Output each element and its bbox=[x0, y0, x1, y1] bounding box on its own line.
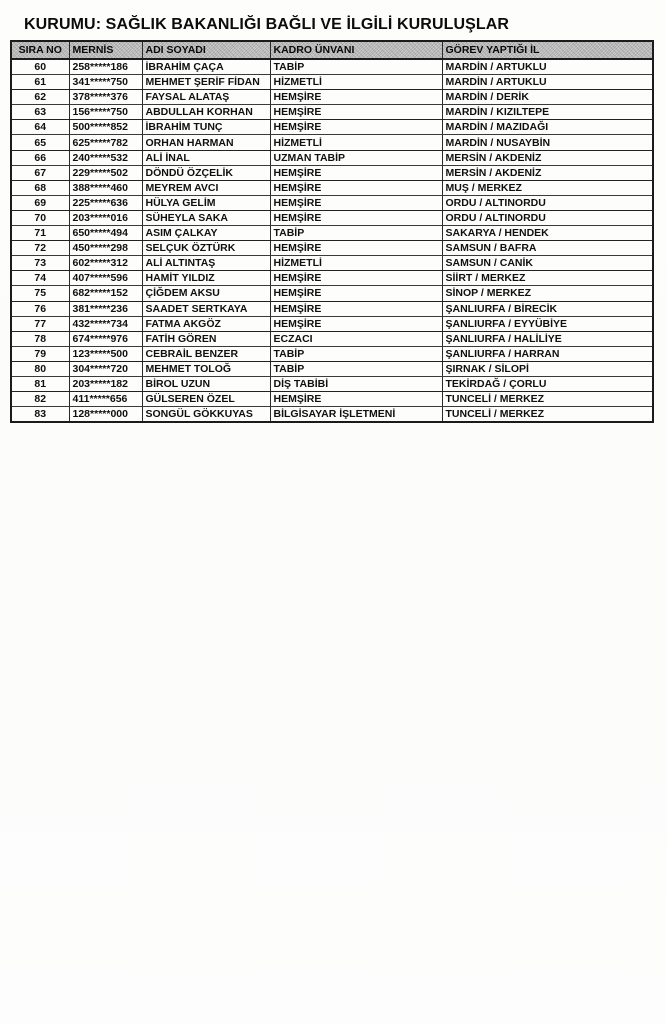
cell-kadro-unvani: ECZACI bbox=[270, 331, 442, 346]
cell-sira-no: 71 bbox=[11, 226, 69, 241]
cell-kadro-unvani: TABİP bbox=[270, 346, 442, 361]
table-row bbox=[11, 135, 653, 150]
cell-sira-no: 69 bbox=[11, 195, 69, 210]
cell-gorev-yaptigi-il: TEKİRDAĞ / ÇORLU bbox=[442, 376, 653, 391]
cell-mernis: 258*****186 bbox=[69, 59, 142, 75]
cell-kadro-unvani: HEMŞİRE bbox=[270, 286, 442, 301]
table-row bbox=[11, 105, 653, 120]
cell-sira-no: 73 bbox=[11, 256, 69, 271]
column-header-mernis: MERNİS bbox=[69, 41, 142, 59]
cell-kadro-unvani: BİLGİSAYAR İŞLETMENİ bbox=[270, 407, 442, 423]
cell-gorev-yaptigi-il: MARDİN / MAZIDAĞI bbox=[442, 120, 653, 135]
cell-kadro-unvani: HİZMETLİ bbox=[270, 256, 442, 271]
table-body bbox=[11, 59, 653, 422]
cell-gorev-yaptigi-il: MARDİN / ARTUKLU bbox=[442, 59, 653, 75]
cell-adi-soyadi: MEHMET TOLOĞ bbox=[142, 361, 270, 376]
cell-kadro-unvani: HEMŞİRE bbox=[270, 316, 442, 331]
table-row bbox=[11, 210, 653, 225]
cell-sira-no: 60 bbox=[11, 59, 69, 75]
cell-kadro-unvani: UZMAN TABİP bbox=[270, 150, 442, 165]
cell-adi-soyadi: SAADET SERTKAYA bbox=[142, 301, 270, 316]
cell-sira-no: 70 bbox=[11, 210, 69, 225]
cell-sira-no: 77 bbox=[11, 316, 69, 331]
table-row bbox=[11, 226, 653, 241]
cell-sira-no: 82 bbox=[11, 392, 69, 407]
table-row bbox=[11, 180, 653, 195]
column-header-gorev-yaptigi-il: GÖREV YAPTIĞI İL bbox=[442, 41, 653, 59]
cell-kadro-unvani: HEMŞİRE bbox=[270, 301, 442, 316]
cell-gorev-yaptigi-il: MERSİN / AKDENİZ bbox=[442, 150, 653, 165]
cell-adi-soyadi: SÜHEYLA SAKA bbox=[142, 210, 270, 225]
cell-sira-no: 72 bbox=[11, 241, 69, 256]
table-row bbox=[11, 346, 653, 361]
cell-kadro-unvani: HİZMETLİ bbox=[270, 135, 442, 150]
cell-mernis: 128*****000 bbox=[69, 407, 142, 423]
cell-mernis: 650*****494 bbox=[69, 226, 142, 241]
cell-kadro-unvani: HEMŞİRE bbox=[270, 241, 442, 256]
cell-gorev-yaptigi-il: MARDİN / DERİK bbox=[442, 90, 653, 105]
cell-sira-no: 81 bbox=[11, 376, 69, 391]
cell-adi-soyadi: FAYSAL ALATAŞ bbox=[142, 90, 270, 105]
table-row bbox=[11, 241, 653, 256]
cell-adi-soyadi: ORHAN HARMAN bbox=[142, 135, 270, 150]
column-header-kadro-unvani: KADRO ÜNVANI bbox=[270, 41, 442, 59]
cell-adi-soyadi: CEBRAİL BENZER bbox=[142, 346, 270, 361]
cell-gorev-yaptigi-il: ORDU / ALTINORDU bbox=[442, 195, 653, 210]
table-row bbox=[11, 150, 653, 165]
table-row bbox=[11, 286, 653, 301]
cell-gorev-yaptigi-il: ŞANLIURFA / HALİLİYE bbox=[442, 331, 653, 346]
cell-sira-no: 61 bbox=[11, 75, 69, 90]
cell-mernis: 203*****016 bbox=[69, 210, 142, 225]
table-row bbox=[11, 90, 653, 105]
cell-kadro-unvani: DİŞ TABİBİ bbox=[270, 376, 442, 391]
cell-sira-no: 68 bbox=[11, 180, 69, 195]
table-row bbox=[11, 59, 653, 75]
table-row bbox=[11, 392, 653, 407]
table-row bbox=[11, 165, 653, 180]
cell-gorev-yaptigi-il: SAMSUN / CANİK bbox=[442, 256, 653, 271]
cell-adi-soyadi: HÜLYA GELİM bbox=[142, 195, 270, 210]
cell-sira-no: 75 bbox=[11, 286, 69, 301]
table-header-row bbox=[11, 41, 653, 59]
cell-mernis: 500*****852 bbox=[69, 120, 142, 135]
cell-sira-no: 64 bbox=[11, 120, 69, 135]
table-row bbox=[11, 407, 653, 423]
cell-gorev-yaptigi-il: MARDİN / ARTUKLU bbox=[442, 75, 653, 90]
cell-adi-soyadi: İBRAHİM TUNÇ bbox=[142, 120, 270, 135]
cell-gorev-yaptigi-il: MERSİN / AKDENİZ bbox=[442, 165, 653, 180]
cell-kadro-unvani: HEMŞİRE bbox=[270, 195, 442, 210]
cell-gorev-yaptigi-il: ŞANLIURFA / EYYÜBİYE bbox=[442, 316, 653, 331]
cell-sira-no: 66 bbox=[11, 150, 69, 165]
cell-adi-soyadi: ASIM ÇALKAY bbox=[142, 226, 270, 241]
table-row bbox=[11, 120, 653, 135]
cell-kadro-unvani: HEMŞİRE bbox=[270, 105, 442, 120]
cell-mernis: 225*****636 bbox=[69, 195, 142, 210]
cell-mernis: 388*****460 bbox=[69, 180, 142, 195]
cell-mernis: 304*****720 bbox=[69, 361, 142, 376]
cell-sira-no: 62 bbox=[11, 90, 69, 105]
cell-mernis: 229*****502 bbox=[69, 165, 142, 180]
table-row bbox=[11, 301, 653, 316]
cell-gorev-yaptigi-il: MUŞ / MERKEZ bbox=[442, 180, 653, 195]
cell-adi-soyadi: MEHMET ŞERİF FİDAN bbox=[142, 75, 270, 90]
cell-gorev-yaptigi-il: MARDİN / KIZILTEPE bbox=[442, 105, 653, 120]
personnel-table bbox=[10, 40, 654, 423]
cell-mernis: 123*****500 bbox=[69, 346, 142, 361]
cell-gorev-yaptigi-il: ŞIRNAK / SİLOPİ bbox=[442, 361, 653, 376]
cell-adi-soyadi: BİROL UZUN bbox=[142, 376, 270, 391]
cell-adi-soyadi: MEYREM AVCI bbox=[142, 180, 270, 195]
cell-kadro-unvani: HEMŞİRE bbox=[270, 120, 442, 135]
cell-adi-soyadi: ALİ ALTINTAŞ bbox=[142, 256, 270, 271]
cell-sira-no: 76 bbox=[11, 301, 69, 316]
cell-adi-soyadi: FATMA AKGÖZ bbox=[142, 316, 270, 331]
table-row bbox=[11, 316, 653, 331]
table-row bbox=[11, 271, 653, 286]
page-title: KURUMU: SAĞLIK BAKANLIĞI BAĞLI VE İLGİLİ KURULUŞLAR bbox=[24, 16, 510, 33]
cell-adi-soyadi: HAMİT YILDIZ bbox=[142, 271, 270, 286]
cell-kadro-unvani: HEMŞİRE bbox=[270, 165, 442, 180]
cell-gorev-yaptigi-il: TUNCELİ / MERKEZ bbox=[442, 392, 653, 407]
cell-sira-no: 65 bbox=[11, 135, 69, 150]
cell-kadro-unvani: HEMŞİRE bbox=[270, 271, 442, 286]
cell-mernis: 156*****750 bbox=[69, 105, 142, 120]
cell-kadro-unvani: HEMŞİRE bbox=[270, 90, 442, 105]
cell-gorev-yaptigi-il: SİİRT / MERKEZ bbox=[442, 271, 653, 286]
cell-sira-no: 80 bbox=[11, 361, 69, 376]
cell-mernis: 341*****750 bbox=[69, 75, 142, 90]
cell-mernis: 674*****976 bbox=[69, 331, 142, 346]
cell-gorev-yaptigi-il: ŞANLIURFA / BİRECİK bbox=[442, 301, 653, 316]
table-row bbox=[11, 361, 653, 376]
cell-mernis: 682*****152 bbox=[69, 286, 142, 301]
cell-sira-no: 63 bbox=[11, 105, 69, 120]
cell-adi-soyadi: DÖNDÜ ÖZÇELİK bbox=[142, 165, 270, 180]
cell-mernis: 625*****782 bbox=[69, 135, 142, 150]
cell-kadro-unvani: TABİP bbox=[270, 361, 442, 376]
cell-kadro-unvani: HEMŞİRE bbox=[270, 180, 442, 195]
cell-mernis: 378*****376 bbox=[69, 90, 142, 105]
table-row bbox=[11, 331, 653, 346]
cell-kadro-unvani: TABİP bbox=[270, 59, 442, 75]
cell-mernis: 432*****734 bbox=[69, 316, 142, 331]
cell-adi-soyadi: SELÇUK ÖZTÜRK bbox=[142, 241, 270, 256]
column-header-adi-soyadi: ADI SOYADI bbox=[142, 41, 270, 59]
table-row bbox=[11, 256, 653, 271]
cell-mernis: 450*****298 bbox=[69, 241, 142, 256]
cell-mernis: 407*****596 bbox=[69, 271, 142, 286]
cell-kadro-unvani: TABİP bbox=[270, 226, 442, 241]
cell-mernis: 203*****182 bbox=[69, 376, 142, 391]
cell-sira-no: 74 bbox=[11, 271, 69, 286]
cell-mernis: 411*****656 bbox=[69, 392, 142, 407]
cell-gorev-yaptigi-il: SAMSUN / BAFRA bbox=[442, 241, 653, 256]
table-row bbox=[11, 195, 653, 210]
cell-gorev-yaptigi-il: TUNCELİ / MERKEZ bbox=[442, 407, 653, 423]
cell-kadro-unvani: HEMŞİRE bbox=[270, 210, 442, 225]
cell-adi-soyadi: SONGÜL GÖKKUYAS bbox=[142, 407, 270, 423]
table-row bbox=[11, 376, 653, 391]
cell-gorev-yaptigi-il: SAKARYA / HENDEK bbox=[442, 226, 653, 241]
cell-adi-soyadi: ALİ İNAL bbox=[142, 150, 270, 165]
cell-adi-soyadi: ABDULLAH KORHAN bbox=[142, 105, 270, 120]
column-header-sira-no: SIRA NO bbox=[11, 41, 69, 59]
cell-gorev-yaptigi-il: ORDU / ALTINORDU bbox=[442, 210, 653, 225]
cell-adi-soyadi: GÜLSEREN ÖZEL bbox=[142, 392, 270, 407]
cell-gorev-yaptigi-il: SİNOP / MERKEZ bbox=[442, 286, 653, 301]
cell-mernis: 240*****532 bbox=[69, 150, 142, 165]
cell-adi-soyadi: FATİH GÖREN bbox=[142, 331, 270, 346]
cell-gorev-yaptigi-il: ŞANLIURFA / HARRAN bbox=[442, 346, 653, 361]
cell-sira-no: 83 bbox=[11, 407, 69, 423]
cell-gorev-yaptigi-il: MARDİN / NUSAYBİN bbox=[442, 135, 653, 150]
cell-mernis: 602*****312 bbox=[69, 256, 142, 271]
cell-adi-soyadi: İBRAHİM ÇAÇA bbox=[142, 59, 270, 75]
cell-mernis: 381*****236 bbox=[69, 301, 142, 316]
cell-kadro-unvani: HEMŞİRE bbox=[270, 392, 442, 407]
cell-sira-no: 67 bbox=[11, 165, 69, 180]
cell-adi-soyadi: ÇİĞDEM AKSU bbox=[142, 286, 270, 301]
table-row bbox=[11, 75, 653, 90]
cell-sira-no: 79 bbox=[11, 346, 69, 361]
cell-sira-no: 78 bbox=[11, 331, 69, 346]
cell-kadro-unvani: HİZMETLİ bbox=[270, 75, 442, 90]
